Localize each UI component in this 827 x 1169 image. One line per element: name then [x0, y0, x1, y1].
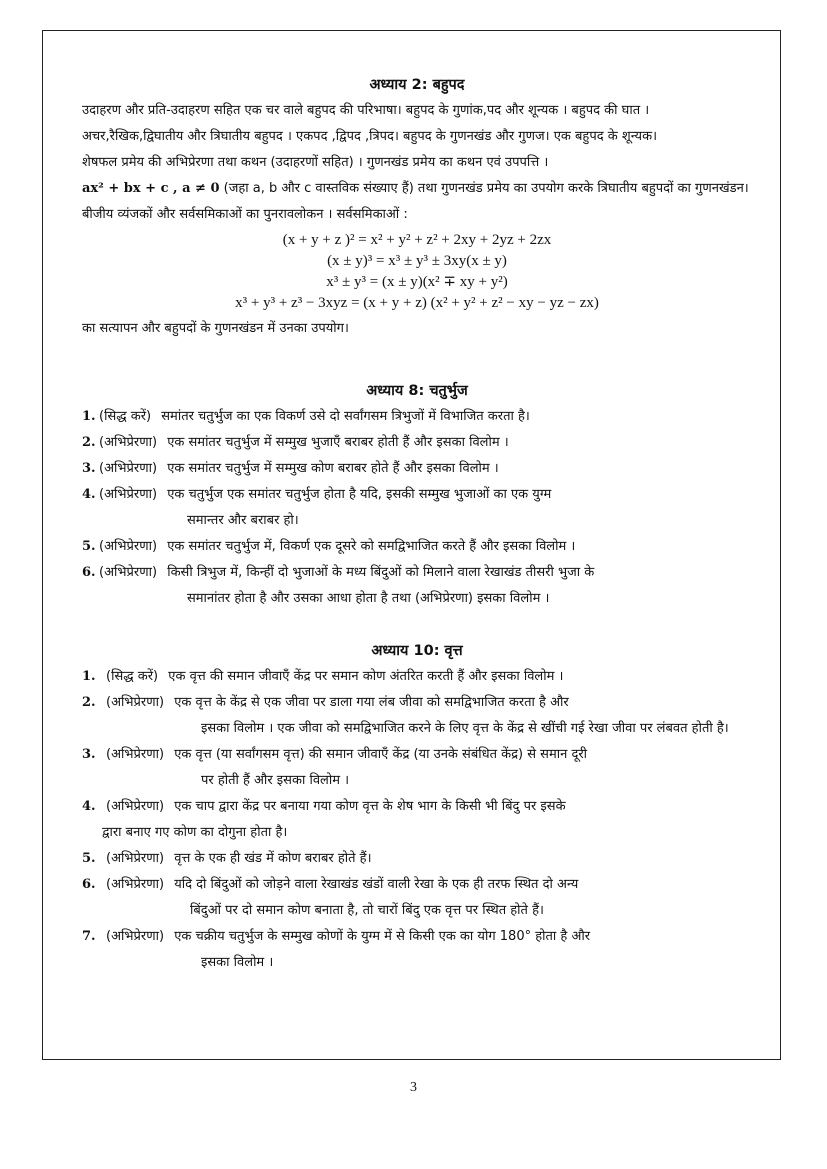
- item-tag: (अभिप्रेरणा): [99, 539, 158, 554]
- item-text: एक चक्रीय चतुर्भुज के सम्मुख कोणों के युग्म में से किसी एक का योग 180° होता है और: [174, 929, 591, 944]
- list-item: [82, 482, 752, 534]
- item-continuation: समान्तर और बराबर हो।: [187, 513, 299, 528]
- item-number: 4.: [82, 799, 96, 814]
- item-tag: (अभिप्रेरणा): [99, 487, 158, 502]
- item-tag: (अभिप्रेरणा): [106, 877, 165, 892]
- item-tag: (अभिप्रेरणा): [106, 851, 165, 866]
- item-text: एक समांतर चतुर्भुज में सम्मुख भुजाएँ बराबर होती हैं और इसका विलोम ।: [167, 435, 509, 450]
- chapter-2-heading: अध्याय 2: बहुपद: [369, 77, 465, 93]
- page-number: 3: [410, 1080, 417, 1095]
- identity-formula: (x + y + z )² = x² + y² + z² + 2xy + 2yz + 2zx: [282, 232, 552, 248]
- chapter-10-list: [82, 664, 752, 976]
- list-item: [82, 430, 752, 456]
- list-item: [82, 872, 752, 924]
- document-body: [82, 72, 752, 976]
- list-item: [82, 534, 752, 560]
- identity-formula: x³ ± y³ = (x ± y)(x² ∓ xy + y²): [326, 274, 508, 290]
- item-number: 4.: [82, 487, 96, 502]
- item-continuation: इसका विलोम । एक जीवा को समद्विभाजित करने के लिए वृत्त के केंद्र से खींची गई रेखा जीवा पर लंबवत होती है।: [201, 721, 729, 736]
- item-number: 1.: [82, 669, 96, 684]
- item-tag: (अभिप्रेरणा): [99, 565, 158, 580]
- chapter-2-para-verification: का सत्यापन और बहुपदों के गुणनखंडन में उनका उपयोग।: [82, 321, 349, 336]
- item-number: 6.: [82, 877, 96, 892]
- item-text: एक चाप द्वारा केंद्र पर बनाया गया कोण वृत्त के शेष भाग के किसी भी बिंदु पर इसके: [174, 799, 566, 814]
- list-item: [82, 664, 752, 690]
- item-number: 6.: [82, 565, 96, 580]
- item-number: 7.: [82, 929, 96, 944]
- chapter-2-para-definitions: उदाहरण और प्रति-उदाहरण सहित एक चर वाले बहुपद की परिभाषा। बहुपद के गुणांक,पद और शून्यक । बहुपद की घात । अचर,रैखिक,द्विघातीय और त्रिघातीय बहुपद । एकपद ,द्विपद ,त्रिपद। बहुपद के गुणनखंड और गुणज। एक बहुपद के शून्यक।: [82, 103, 657, 144]
- chapter-10-heading: अध्याय 10: वृत्त: [371, 643, 463, 659]
- quadratic-expression: ax² + bx + c , a ≠ 0: [82, 181, 220, 196]
- item-tag: (अभिप्रेरणा): [106, 695, 165, 710]
- item-text: एक समांतर चतुर्भुज में सम्मुख कोण बराबर होते हैं और इसका विलोम ।: [167, 461, 499, 476]
- chapter-2-para-factor-text: (जहा a, b और c वास्तविक संख्याए हैं) तथा गुणनखंड प्रमेय का उपयोग करके त्रिघातीय बहुपदों का गुणनखंडन।: [223, 181, 749, 196]
- item-text: समांतर चतुर्भुज का एक विकर्ण उसे दो सर्वांगसम त्रिभुजों में विभाजित करता है।: [161, 409, 530, 424]
- chapter-2-section: [82, 72, 752, 342]
- list-item: [82, 794, 752, 846]
- list-item: [82, 924, 752, 976]
- identity-formulas: [82, 230, 752, 314]
- chapter-8-heading: अध्याय 8: चतुर्भुज: [366, 383, 468, 399]
- item-number: 3.: [82, 747, 96, 762]
- identity-formula: (x ± y)³ = x³ ± y³ ± 3xy(x ± y): [327, 253, 507, 269]
- chapter-2-para-factor-theorem: [82, 176, 752, 202]
- list-item: [82, 846, 752, 872]
- item-tag: (सिद्ध करें): [99, 409, 152, 424]
- item-number: 5.: [82, 851, 96, 866]
- item-text: एक वृत्त (या सर्वांगसम वृत्त) की समान जीवाएँ केंद्र (या उनके संबंधित केंद्र) से समान दूरी: [174, 747, 588, 762]
- list-item: [82, 742, 752, 794]
- item-number: 5.: [82, 539, 96, 554]
- item-continuation: पर होती हैं और इसका विलोम ।: [201, 773, 350, 788]
- list-item: [82, 404, 752, 430]
- item-number: 2.: [82, 695, 96, 710]
- item-tag: (अभिप्रेरणा): [106, 799, 165, 814]
- item-tag: (अभिप्रेरणा): [106, 929, 165, 944]
- chapter-2-para-remainder-theorem: शेषफल प्रमेय की अभिप्रेरणा तथा कथन (उदाहरणों सहित) । गुणनखंड प्रमेय का कथन एवं उपपत्ति ।: [82, 155, 549, 170]
- item-tag: (सिद्ध करें): [106, 669, 159, 684]
- item-continuation: बिंदुओं पर दो समान कोण बनाता है, तो चारों बिंदु एक वृत्त पर स्थित होते हैं।: [190, 903, 544, 918]
- item-text: वृत्त के एक ही खंड में कोण बराबर होते हैं।: [174, 851, 372, 866]
- item-text: एक वृत्त की समान जीवाएँ केंद्र पर समान कोण अंतरित करती हैं और इसका विलोम ।: [168, 669, 564, 684]
- item-text: एक चतुर्भुज एक समांतर चतुर्भुज होता है यदि, इसकी सम्मुख भुजाओं का एक युग्म: [167, 487, 552, 502]
- item-continuation: इसका विलोम ।: [201, 955, 274, 970]
- item-tag: (अभिप्रेरणा): [99, 461, 158, 476]
- item-tag: (अभिप्रेरणा): [106, 747, 165, 762]
- item-number: 1.: [82, 409, 96, 424]
- chapter-8-list: [82, 404, 752, 612]
- item-text: एक वृत्त के केंद्र से एक जीवा पर डाला गया लंब जीवा को समद्विभाजित करता है और: [174, 695, 569, 710]
- list-item: [82, 690, 752, 742]
- item-text: यदि दो बिंदुओं को जोड़ने वाला रेखाखंड खंडों वाली रेखा के एक ही तरफ स्थित दो अन्य: [174, 877, 579, 892]
- item-continuation: द्वारा बनाए गए कोण का दोगुना होता है।: [102, 825, 288, 840]
- list-item: [82, 560, 752, 612]
- list-item: [82, 456, 752, 482]
- chapter-10-section: [82, 638, 752, 976]
- item-number: 2.: [82, 435, 96, 450]
- item-text: एक समांतर चतुर्भुज में, विकर्ण एक दूसरे को समद्विभाजित करते हैं और इसका विलोम ।: [167, 539, 576, 554]
- chapter-2-para-identities-intro: बीजीय व्यंजकों और सर्वसमिकाओं का पुनरावलोकन । सर्वसमिकाओं :: [82, 207, 408, 222]
- item-number: 3.: [82, 461, 96, 476]
- chapter-8-section: [82, 378, 752, 612]
- identity-formula: x³ + y³ + z³ − 3xyz = (x + y + z) (x² + y² + z² − xy − yz − zx): [235, 295, 599, 311]
- item-text: किसी त्रिभुज में, किन्हीं दो भुजाओं के मध्य बिंदुओं को मिलाने वाला रेखाखंड तीसरी भुजा के: [167, 565, 595, 580]
- item-continuation: समानांतर होता है और उसका आधा होता है तथा (अभिप्रेरणा) इसका विलोम ।: [187, 591, 550, 606]
- item-tag: (अभिप्रेरणा): [99, 435, 158, 450]
